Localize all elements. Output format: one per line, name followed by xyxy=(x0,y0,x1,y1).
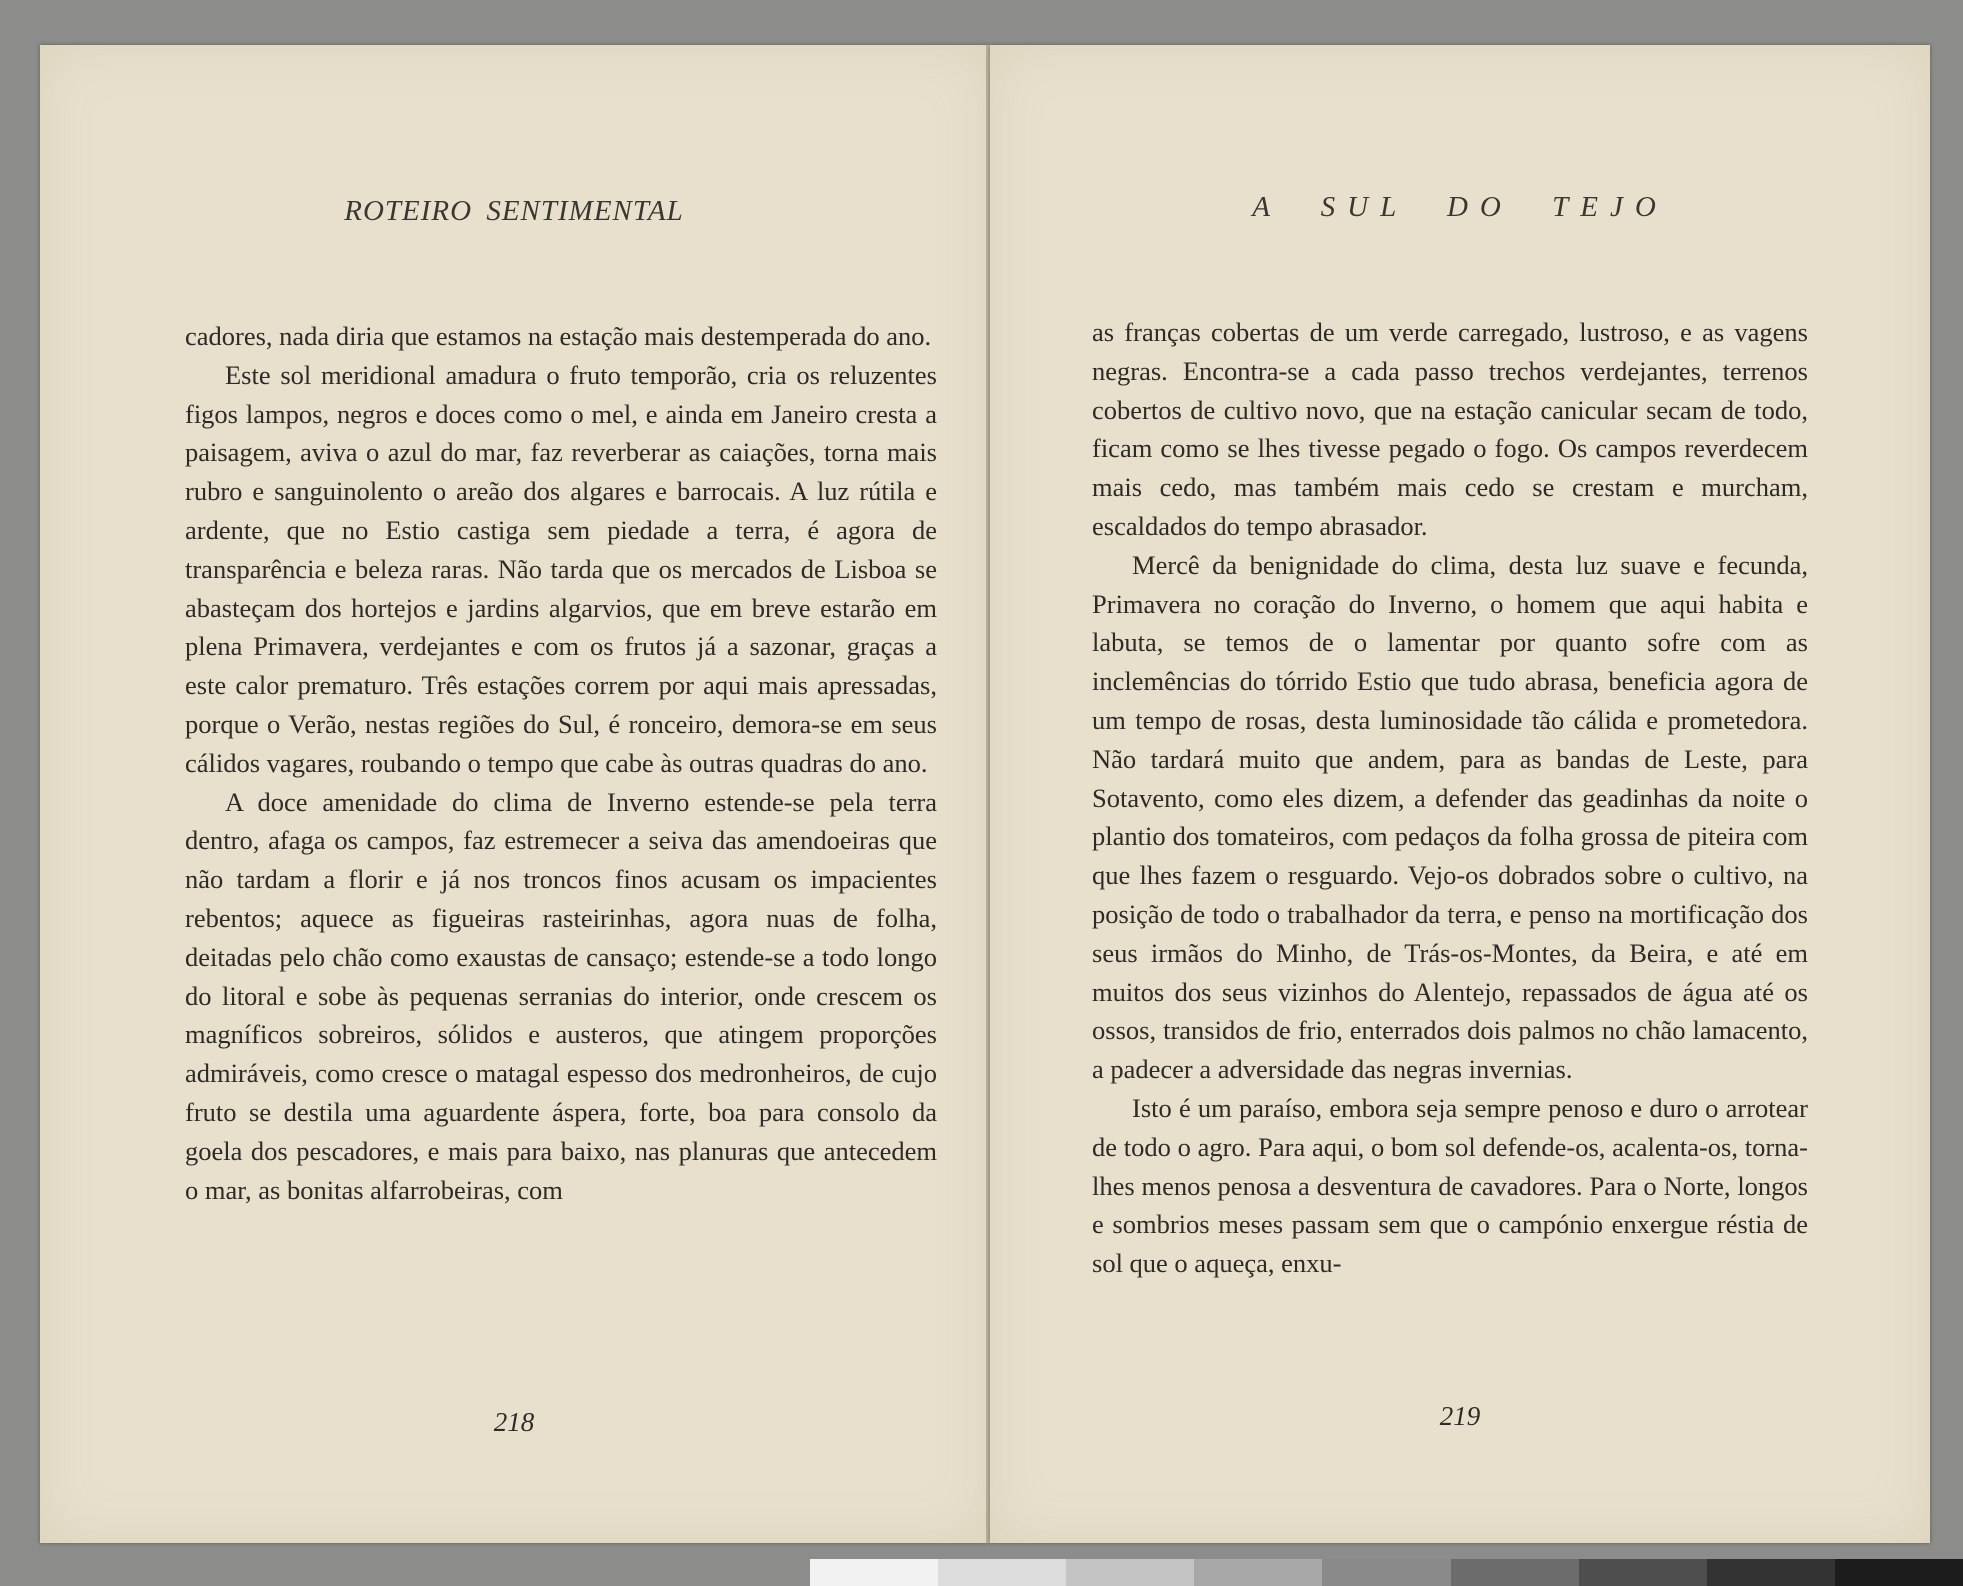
left-page xyxy=(40,45,988,1543)
running-head-right: A SUL DO TEJO xyxy=(1252,191,1668,223)
scale-segment xyxy=(1707,1559,1835,1586)
scale-segment xyxy=(1066,1559,1194,1586)
scale-segment xyxy=(1835,1559,1963,1586)
page-number-right: 219 xyxy=(1439,1401,1481,1431)
scale-segment xyxy=(810,1559,938,1586)
running-head-left: ROTEIRO SENTIMENTAL xyxy=(344,195,684,227)
right-page xyxy=(990,45,1930,1543)
paragraph: Isto é um paraíso, embora seja sempre penoso e duro o arrotear de todo o agro. Para aqui, o bom sol defende-os, acalenta-os, torna-lhes menos penosa a desventura de cavadores. Para o Norte, longos e sombrios meses passam sem que o campónio enxergue réstia de sol que o aqueça, enxu- xyxy=(1092,1092,1808,1279)
paragraph: Mercê da benignidade do clima, desta luz suave e fecunda, Primavera no coração do Inverno, o homem que aqui habita e labuta, se temos de o lamentar por quanto sofre com as inclemências do tórrido Estio que tudo abrasa, beneficia agora de um tempo de rosas, desta luminosidade tão cálida e prometedora. Não tardará muito que andem, para as bandas de Leste, para Sotavento, como eles dizem, a defender das geadinhas da noite o plantio dos tomateiros, com pedaços da folha grossa de piteira com que lhes fazem o resguardo. Vejo-os dobrados sobre o cultivo, na posição de todo o trabalhador da terra, e penso na mortificação dos seus irmãos do Minho, de Trás-os-Montes, da Beira, e até em muitos dos seus vizinhos do Alentejo, repassados de água até os ossos, transidos de frio, enterrados dois palmos no chão lamacento, a padecer a adversidade das negras invernias. xyxy=(1092,549,1808,1085)
scale-segment xyxy=(1322,1559,1450,1586)
scale-segment xyxy=(1194,1559,1322,1586)
body-text-left xyxy=(185,317,937,1209)
page-number-left: 218 xyxy=(493,1407,535,1437)
paragraph: as franças cobertas de um verde carregado, lustroso, e as vagens negras. Encontra-se a cada passo trechos verdejantes, terrenos cobertos de cultivo novo, que na estação canicular secam de todo, ficam como se lhes tivesse pegado o fogo. Os campos reverdecem mais cedo, mas também mais cedo se crestam e murcham, escaldados do tempo abrasador. xyxy=(1092,317,1808,541)
paragraph: cadores, nada diria que estamos na estação mais destemperada do ano. xyxy=(185,321,932,351)
paragraph: A doce amenidade do clima de Inverno estende-se pela terra dentro, afaga os campos, faz estremecer a seiva das amendoeiras que não tardam a florir e já nos troncos finos acusam os impacientes rebentos; aquece as figueiras rasteirinhas, agora nuas de folha, deitadas pelo chão como exaustas de cansaço; estende-se a todo longo do litoral e sobe às pequenas serranias do interior, onde crescem os magníficos sobreiros, sólidos e austeros, que atingem proporções admiráveis, como cresce o matagal espesso dos medronheiros, de cujo fruto se destila uma aguardente áspera, forte, boa para consolo da goela dos pescadores, e mais para baixo, nas planuras que antecedem o mar, as bonitas alfarrobeiras, com xyxy=(185,786,937,1205)
color-scale-bar xyxy=(810,1559,1963,1586)
paragraph: Este sol meridional amadura o fruto temporão, cria os reluzentes figos lampos, negros e doces como o mel, e ainda em Janeiro cresta a paisagem, aviva o azul do mar, faz reverberar as caiações, torna mais rubro e sanguinolento o areão dos algares e barrocais. A luz rútila e ardente, que no Estio castiga sem piedade a terra, é agora de transparência e beleza raras. Não tarda que os mercados de Lisboa se abasteçam dos hortejos e jardins algarvios, que em breve estarão em plena Primavera, verdejantes e com os frutos já a sazonar, graças a este calor prematuro. Três estações correm por aqui mais apressadas, porque o Verão, nestas regiões do Sul, é ronceiro, demora-se em seus cálidos vagares, roubando o tempo que cabe às outras quadras do ano. xyxy=(185,359,937,778)
body-text-right xyxy=(1092,313,1808,1283)
scale-segment xyxy=(1451,1559,1579,1586)
scale-segment xyxy=(938,1559,1066,1586)
scale-segment xyxy=(1579,1559,1707,1586)
